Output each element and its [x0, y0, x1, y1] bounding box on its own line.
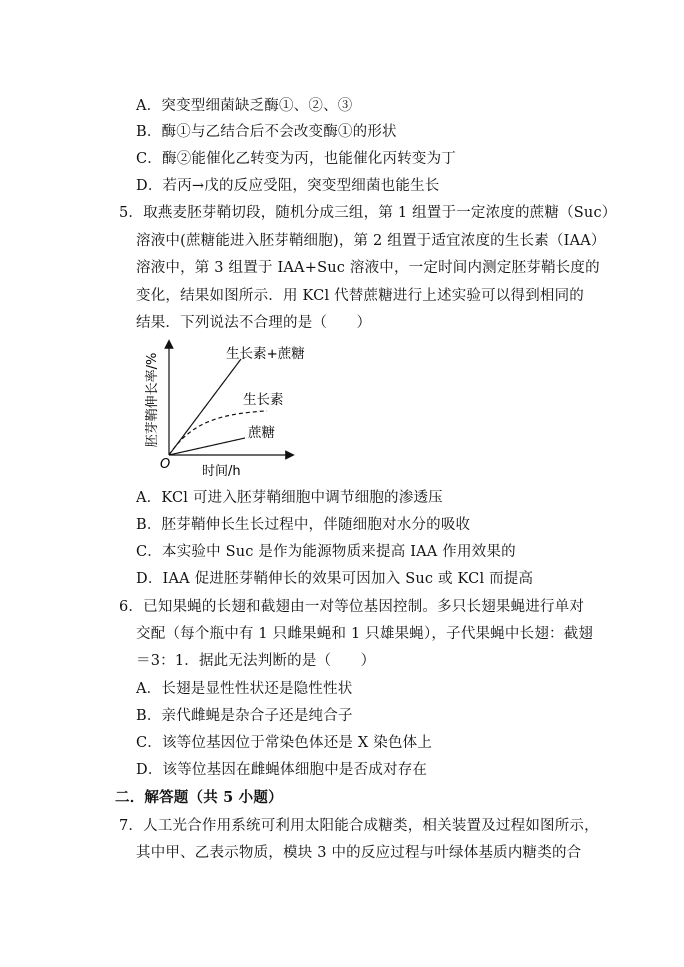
q5-stem-line-5: 结果．下列说法不合理的是（ ）: [136, 315, 372, 331]
q6-option-c: C．该等位基因位于常染色体还是 X 染色体上: [136, 735, 433, 751]
y-axis-label: 胚芽鞘伸长率/%: [145, 352, 160, 448]
q5-option-a: A．KCl 可进入胚芽鞘细胞中调节细胞的渗透压: [136, 490, 443, 506]
x-axis-label: 时间/h: [202, 464, 241, 479]
origin-label: O: [160, 457, 171, 472]
q5-stem-line-3: 溶液中，第 3 组置于 IAA+Suc 溶液中，一定时间内测定胚芽鞘长度的: [136, 260, 600, 276]
q5-option-d: D．IAA 促进胚芽鞘伸长的效果可因加入 Suc 或 KCl 而提高: [136, 571, 534, 587]
q6-option-b: B．亲代雌蝇是杂合子还是纯合子: [136, 708, 353, 724]
series-label-iaa: 生长素: [243, 392, 284, 408]
q7-stem-line-1: 7．人工光合作用系统可利用太阳能合成糖类，相关装置及过程如图所示，: [119, 818, 599, 834]
q5-option-c: C．本实验中 Suc 是作为能源物质来提高 IAA 作用效果的: [136, 544, 516, 560]
q5-stem-line-4: 变化，结果如图所示．用 KCl 代替蔗糖进行上述实验可以得到相同的: [136, 288, 584, 304]
series-label-iaa-suc: 生长素+蔗糖: [226, 346, 305, 362]
q4-option-d: D．若丙→戊的反应受阻，突变型细菌也能生长: [136, 178, 440, 194]
q5-stem-line-2: 溶液中(蔗糖能进入胚芽鞘细胞)，第 2 组置于适宜浓度的生长素（IAA）: [136, 233, 606, 249]
q5-stem-line-1: 5．取燕麦胚芽鞘切段，随机分成三组，第 1 组置于一定浓度的蔗糖（Suc）: [119, 205, 617, 221]
q4-option-c: C．酶②能催化乙转变为丙，也能催化丙转变为丁: [136, 151, 456, 167]
series-label-suc: 蔗糖: [248, 425, 275, 441]
q7-stem-line-2: 其中甲、乙表示物质，模块 3 中的反应过程与叶绿体基质内糖类的合: [136, 845, 582, 861]
growth-line-chart: [140, 338, 320, 483]
q4-option-b: B．酶①与乙结合后不会改变酶①的形状: [136, 124, 397, 140]
q6-stem-line-1: 6．已知果蝇的长翅和截翅由一对等位基因控制。多只长翅果蝇进行单对: [119, 599, 585, 615]
section-heading: 二．解答题（共 5 小题）: [115, 789, 283, 806]
q6-option-a: A．长翅是显性性状还是隐性性状: [136, 681, 353, 697]
q6-stem-line-3: ＝3：1．据此无法判断的是（ ）: [136, 653, 376, 669]
q5-option-b: B．胚芽鞘伸长生长过程中，伴随细胞对水分的吸收: [136, 517, 471, 533]
q6-stem-line-2: 交配（每个瓶中有 1 只雌果蝇和 1 只雄果蝇），子代果蝇中长翅：截翅: [136, 626, 594, 642]
q4-option-a: A．突变型细菌缺乏酶①、②、③: [136, 98, 353, 114]
q6-option-d: D．该等位基因在雌蝇体细胞中是否成对存在: [136, 762, 428, 778]
